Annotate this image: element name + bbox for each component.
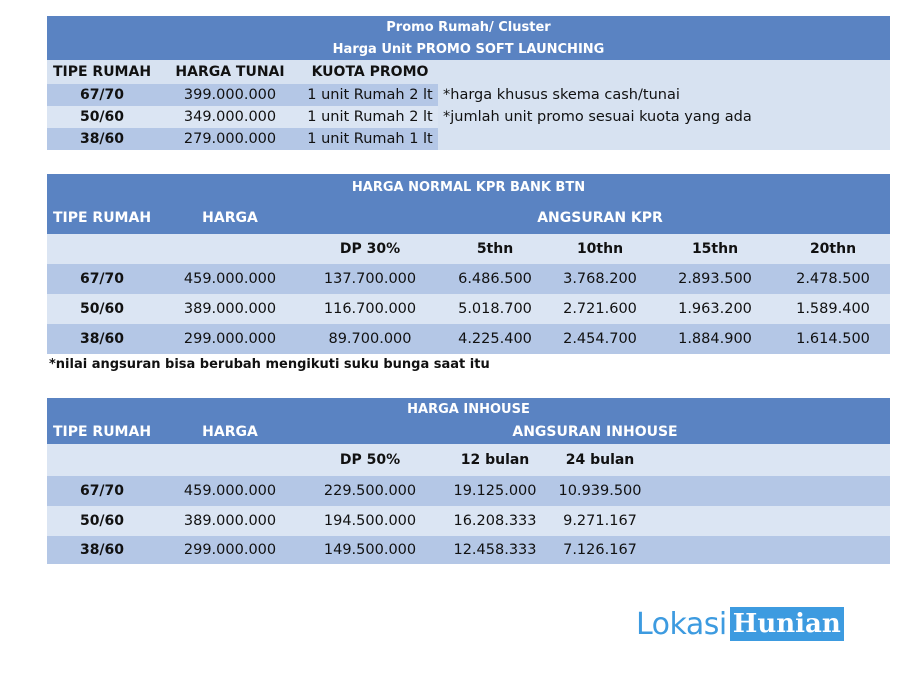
inhouse-row3-harga: 299.000.000 xyxy=(183,542,277,558)
inhouse-sub-24bulan: 24 bulan xyxy=(565,452,635,468)
promo-col-kuota: KUOTA PROMO xyxy=(311,64,429,80)
inhouse-row1-tipe: 67/70 xyxy=(79,483,125,499)
promo-row3-tipe: 38/60 xyxy=(79,131,125,147)
promo-row2-tipe: 50/60 xyxy=(79,109,125,125)
kpr-sub-dp: DP 30% xyxy=(339,241,401,257)
inhouse-row3-dp: 149.500.000 xyxy=(323,542,417,558)
inhouse-row3-tipe: 38/60 xyxy=(79,542,125,558)
kpr-col-tipe: TIPE RUMAH xyxy=(52,210,152,226)
promo-col-harga: HARGA TUNAI xyxy=(175,64,285,80)
promo-notes-panel xyxy=(438,60,890,150)
kpr-sub-10thn: 10thn xyxy=(576,241,624,257)
inhouse-sub-dp: DP 50% xyxy=(339,452,401,468)
kpr-row1-20thn: 2.478.500 xyxy=(796,271,870,287)
kpr-row1-15thn: 2.893.500 xyxy=(678,271,752,287)
inhouse-sub-12bulan: 12 bulan xyxy=(460,452,530,468)
promo-row3-kuota: 1 unit Rumah 1 lt xyxy=(307,131,433,147)
kpr-row3-harga: 299.000.000 xyxy=(183,331,277,347)
promo-col-tipe: TIPE RUMAH xyxy=(52,64,152,80)
kpr-col-harga: HARGA xyxy=(202,210,258,226)
kpr-row2-harga: 389.000.000 xyxy=(183,301,277,317)
promo-row1-kuota: 1 unit Rumah 2 lt xyxy=(307,87,433,103)
inhouse-row1-12bulan: 19.125.000 xyxy=(453,483,537,499)
kpr-row1-10thn: 3.768.200 xyxy=(563,271,637,287)
kpr-row3-10thn: 2.454.700 xyxy=(563,331,637,347)
kpr-row1-5thn: 6.486.500 xyxy=(458,271,532,287)
kpr-sub-5thn: 5thn xyxy=(476,241,514,257)
kpr-row1-harga: 459.000.000 xyxy=(183,271,277,287)
promo-note-2: *jumlah unit promo sesuai kuota yang ada xyxy=(443,109,752,125)
promo-row2-kuota: 1 unit Rumah 2 lt xyxy=(307,109,433,125)
kpr-col-angsuran: ANGSURAN KPR xyxy=(537,210,663,226)
kpr-note: *nilai angsuran bisa berubah mengikuti suku bunga saat itu xyxy=(49,357,490,372)
inhouse-row1-dp: 229.500.000 xyxy=(323,483,417,499)
promo-row2-harga: 349.000.000 xyxy=(183,109,277,125)
inhouse-title: HARGA INHOUSE xyxy=(407,401,530,417)
inhouse-row3-12bulan: 12.458.333 xyxy=(453,542,537,558)
logo-part-hunian: Hunian xyxy=(730,607,844,641)
kpr-title: HARGA NORMAL KPR BANK BTN xyxy=(351,179,586,195)
logo-part-lokasi: Lokasi xyxy=(636,606,727,642)
inhouse-col-angsuran: ANGSURAN INHOUSE xyxy=(512,424,678,440)
inhouse-row2-24bulan: 9.271.167 xyxy=(563,513,637,529)
promo-row3-harga: 279.000.000 xyxy=(183,131,277,147)
lokasihunian-logo xyxy=(636,606,844,642)
inhouse-row2-harga: 389.000.000 xyxy=(183,513,277,529)
promo-title: Promo Rumah/ Cluster xyxy=(386,19,551,35)
kpr-row3-15thn: 1.884.900 xyxy=(678,331,752,347)
kpr-sub-15thn: 15thn xyxy=(691,241,739,257)
inhouse-row2-12bulan: 16.208.333 xyxy=(453,513,537,529)
inhouse-col-tipe: TIPE RUMAH xyxy=(52,424,152,440)
kpr-row2-10thn: 2.721.600 xyxy=(563,301,637,317)
promo-row1-tipe: 67/70 xyxy=(79,87,125,103)
kpr-row3-5thn: 4.225.400 xyxy=(458,331,532,347)
inhouse-row2-tipe: 50/60 xyxy=(79,513,125,529)
kpr-row2-tipe: 50/60 xyxy=(79,301,125,317)
inhouse-col-harga: HARGA xyxy=(202,424,258,440)
kpr-row2-20thn: 1.589.400 xyxy=(796,301,870,317)
kpr-row2-5thn: 5.018.700 xyxy=(458,301,532,317)
kpr-row3-20thn: 1.614.500 xyxy=(796,331,870,347)
promo-row1-harga: 399.000.000 xyxy=(183,87,277,103)
kpr-row3-tipe: 38/60 xyxy=(79,331,125,347)
inhouse-row3-24bulan: 7.126.167 xyxy=(563,542,637,558)
kpr-row3-dp: 89.700.000 xyxy=(328,331,412,347)
promo-note-1: *harga khusus skema cash/tunai xyxy=(443,87,680,103)
inhouse-row2-dp: 194.500.000 xyxy=(323,513,417,529)
inhouse-row1-24bulan: 10.939.500 xyxy=(558,483,642,499)
kpr-row2-dp: 116.700.000 xyxy=(323,301,417,317)
kpr-row1-dp: 137.700.000 xyxy=(323,271,417,287)
kpr-row1-tipe: 67/70 xyxy=(79,271,125,287)
inhouse-row1-harga: 459.000.000 xyxy=(183,483,277,499)
promo-subtitle: Harga Unit PROMO SOFT LAUNCHING xyxy=(332,41,605,57)
kpr-row2-15thn: 1.963.200 xyxy=(678,301,752,317)
kpr-sub-20thn: 20thn xyxy=(809,241,857,257)
